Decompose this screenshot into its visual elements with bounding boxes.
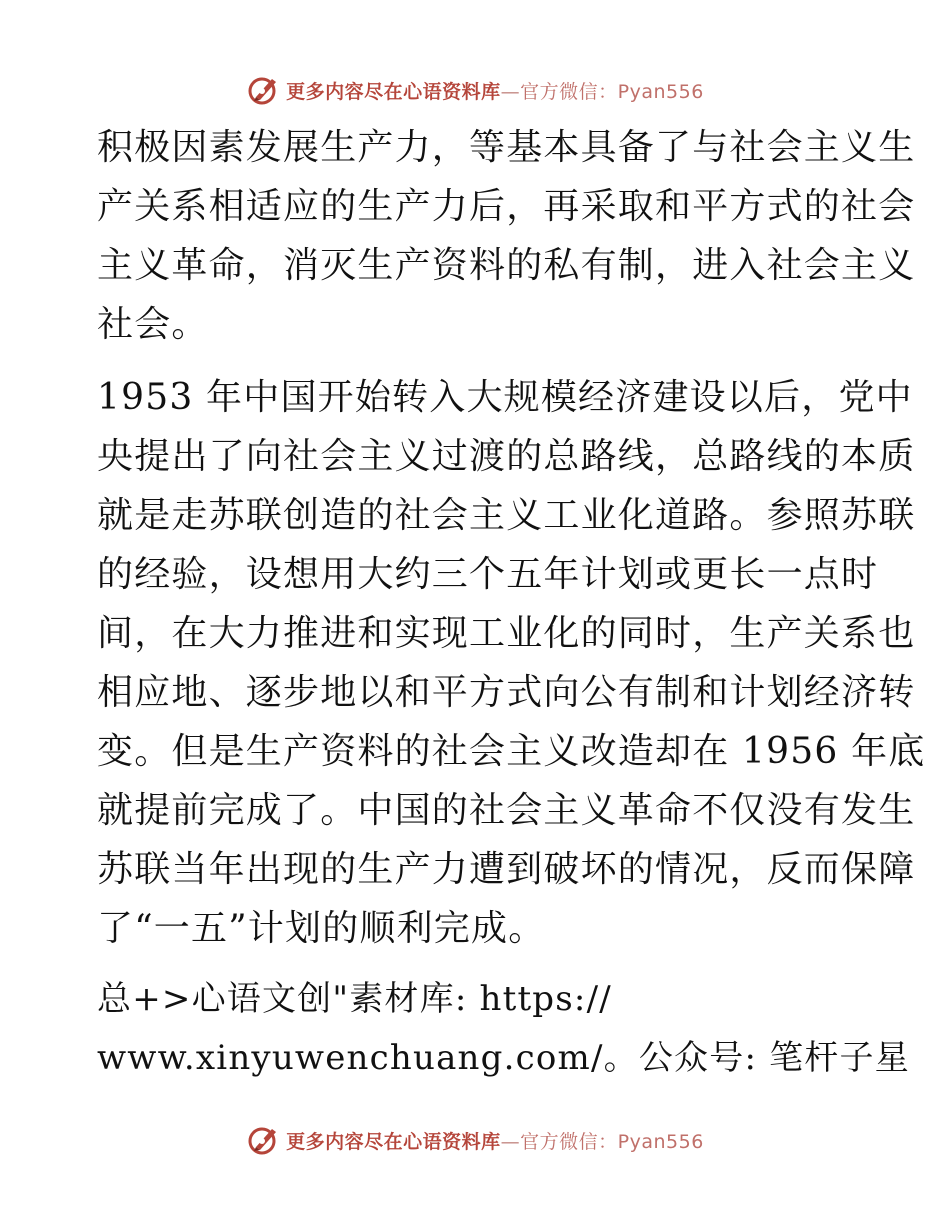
text-line: 了“一五”计划的顺利完成。 <box>97 908 546 949</box>
paragraph-2 <box>97 368 926 958</box>
footer-watermark <box>0 1120 950 1160</box>
text-line: 就提前完成了。中国的社会主义革命不仅没有发生 <box>97 790 916 831</box>
paragraph-1 <box>97 118 916 354</box>
paragraph-3 <box>97 970 910 1088</box>
text-line: 苏联当年出现的生产力遭到破坏的情况，反而保障 <box>97 849 916 890</box>
text-line: 间，在大力推进和实现工业化的同时，生产关系也 <box>97 613 916 654</box>
text-line: 产关系相适应的生产力后，再采取和平方式的社会 <box>97 186 916 227</box>
text-line: 1953 年中国开始转入大规模经济建设以后，党中 <box>97 377 913 418</box>
text-line: 就是走苏联创造的社会主义工业化道路。参照苏联 <box>97 495 916 536</box>
footer-wechat-text: 官方微信：Pyan556 <box>520 1130 704 1153</box>
text-line: 主义革命，消灭生产资料的私有制，进入社会主义 <box>97 245 916 286</box>
header-banner-text <box>286 77 704 104</box>
footer-banner-text <box>286 1127 704 1154</box>
text-line: 相应地、逐步地以和平方式向公有制和计划经济转 <box>97 672 916 713</box>
text-line: 总+>心语文创"素材库: https:// <box>97 979 612 1019</box>
text-line: www.xinyuwenchuang.com/。公众号: 笔杆子星 <box>97 1038 910 1078</box>
header-watermark <box>0 70 950 110</box>
pen-circle-logo-icon <box>246 73 280 107</box>
document-body <box>97 118 926 1088</box>
footer-brand-text: 更多内容尽在心语资料库 <box>286 1130 501 1153</box>
text-line: 变。但是生产资料的社会主义改造却在 1956 年底 <box>97 731 926 772</box>
header-wechat-text: 官方微信：Pyan556 <box>520 80 704 103</box>
text-line: 的经验，设想用大约三个五年计划或更长一点时 <box>97 554 879 595</box>
pen-circle-logo-icon <box>246 1123 280 1157</box>
footer-separator: — <box>500 1130 521 1153</box>
text-line: 社会。 <box>97 304 209 345</box>
text-line: 积极因素发展生产力，等基本具备了与社会主义生 <box>97 127 916 168</box>
header-separator: — <box>500 80 521 103</box>
header-brand-text: 更多内容尽在心语资料库 <box>286 80 501 103</box>
text-line: 央提出了向社会主义过渡的总路线，总路线的本质 <box>97 436 916 477</box>
